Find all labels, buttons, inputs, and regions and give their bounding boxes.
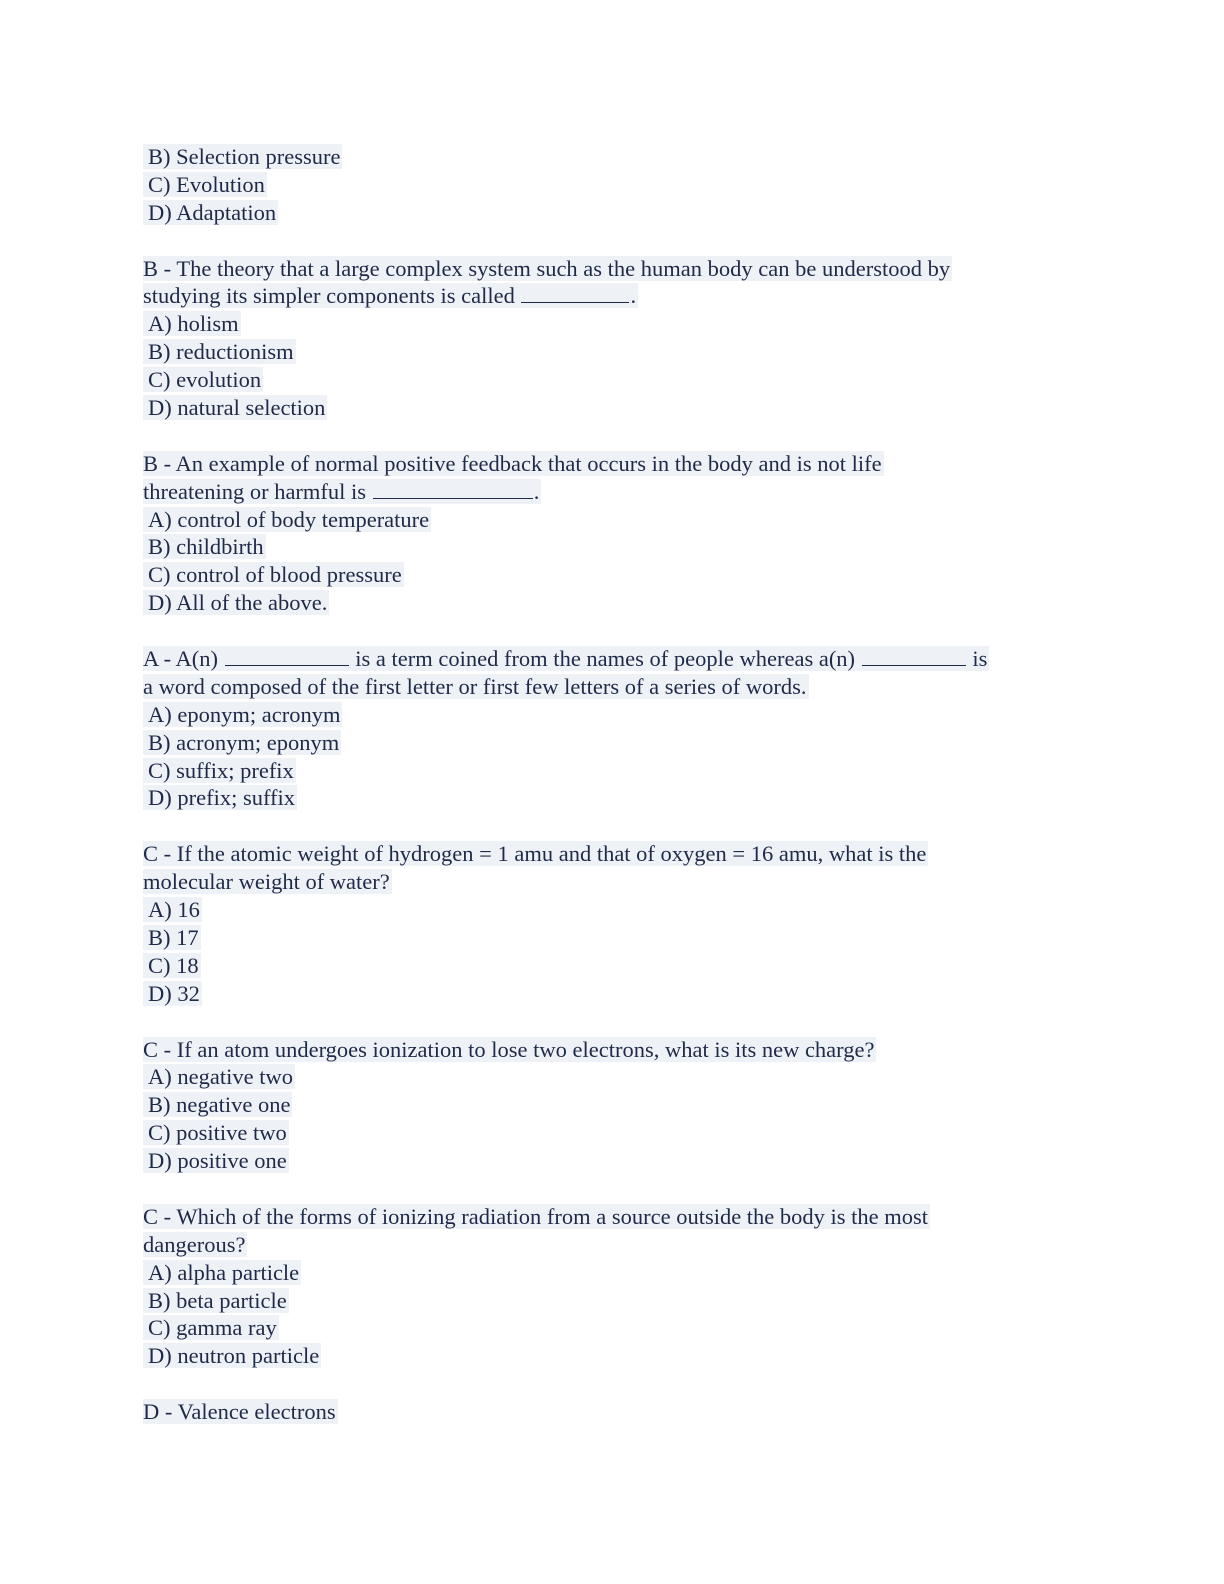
answer-option: B) beta particle: [143, 1287, 1073, 1315]
answer-option: A) eponym; acronym: [143, 701, 1073, 729]
answer-option: A) negative two: [143, 1063, 1073, 1091]
answer-option: D) prefix; suffix: [143, 784, 1073, 812]
question-text: C - If the atomic weight of hydrogen = 1 amu and that of oxygen = 16 amu, what is the: [143, 841, 927, 867]
question-text: C - If an atom undergoes ionization to lose two electrons, what is its new charge?: [143, 1036, 875, 1062]
answer-option: D) Adaptation: [143, 199, 1073, 227]
answer-option: B) reductionism: [143, 338, 1073, 366]
question-text: C - Which of the forms of ionizing radiation from a source outside the body is the most: [143, 1203, 929, 1229]
answer-option: D) neutron particle: [143, 1342, 1073, 1370]
fill-in-blank: [862, 647, 966, 666]
fill-in-blank: [521, 284, 629, 303]
question-block: [143, 450, 1073, 617]
answer-option: C) 18: [143, 952, 1073, 980]
fill-in-blank: [225, 647, 349, 666]
question-text: studying its simpler components is called .: [143, 283, 637, 309]
fill-in-blank: [373, 480, 533, 499]
answer-option: C) control of blood pressure: [143, 561, 1073, 589]
answer-option: A) 16: [143, 896, 1073, 924]
question-block: [143, 1203, 1073, 1370]
question-block: [143, 840, 1073, 1007]
answer-option: B) Selection pressure: [143, 143, 1073, 171]
answer-option: D) natural selection: [143, 394, 1073, 422]
question-block: [143, 143, 1073, 227]
answer-option: C) suffix; prefix: [143, 757, 1073, 785]
answer-option: C) positive two: [143, 1119, 1073, 1147]
answer-option: D) positive one: [143, 1147, 1073, 1175]
question-text: dangerous?: [143, 1231, 246, 1257]
answer-option: C) evolution: [143, 366, 1073, 394]
question-text: D - Valence electrons: [143, 1399, 336, 1425]
question-block: [143, 255, 1073, 422]
question-block: [143, 1036, 1073, 1175]
answer-option: D) 32: [143, 980, 1073, 1008]
answer-option: B) acronym; eponym: [143, 729, 1073, 757]
answer-option: C) gamma ray: [143, 1314, 1073, 1342]
question-text: B - The theory that a large complex system such as the human body can be understood by: [143, 255, 951, 281]
answer-option: A) alpha particle: [143, 1259, 1073, 1287]
question-text: B - An example of normal positive feedback that occurs in the body and is not life: [143, 450, 882, 476]
question-block: [143, 645, 1073, 812]
answer-option: B) 17: [143, 924, 1073, 952]
answer-option: B) negative one: [143, 1091, 1073, 1119]
question-text: A - A(n) is a term coined from the names of people whereas a(n) is: [143, 646, 988, 672]
question-text: threatening or harmful is .: [143, 478, 540, 504]
answer-option: B) childbirth: [143, 533, 1073, 561]
document-page: [143, 143, 1073, 1426]
question-text: molecular weight of water?: [143, 869, 390, 895]
question-block: [143, 1398, 1073, 1426]
answer-option: A) control of body temperature: [143, 506, 1073, 534]
answer-option: D) All of the above.: [143, 589, 1073, 617]
answer-option: A) holism: [143, 310, 1073, 338]
answer-option: C) Evolution: [143, 171, 1073, 199]
question-text: a word composed of the first letter or first few letters of a series of words.: [143, 673, 807, 699]
